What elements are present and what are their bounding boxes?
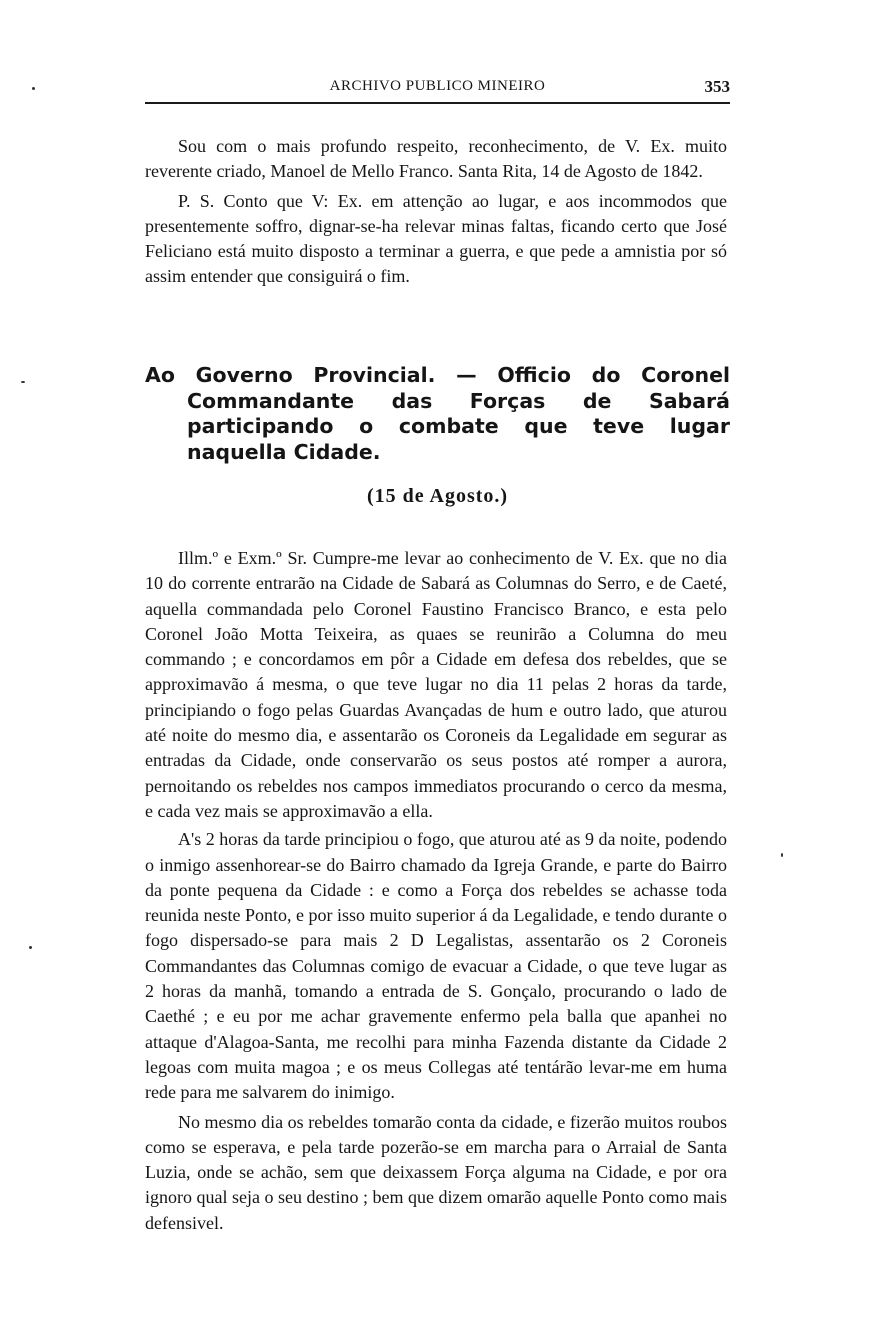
document-heading: Ao Governo Provincial. — Officio do Coronel Commandante das Forças de Sabará participando o combate que teve lugar naquella Cidade.	[145, 363, 730, 464]
body-paragraph: Illm.º e Exm.º Sr. Cumpre-me levar ao conhecimento de V. Ex. que no dia 10 do corrente entrarão na Cidade de Sabará as Columnas do Serro, e de Caeté, aquella commandada pelo Coronel Faustino Francisco Branco, e esta pelo Coronel João Motta Teixeira, as quaes se reunirão a Columna do meu commando ; e concordamos em pôr a Cidade em defesa dos rebeldes, que se approximavão á mesma, o que teve lugar no dia 11 pelas 2 horas da tarde, principiando o fogo pelas Guardas Avançadas de hum e outro lado, que aturou até noite do mesmo dia, e assentarão os Coroneis da Legalidade em segurar as entradas da Cidade, onde conservarão os seus postos até romper a aurora, pernoitando os rebeldes nos campos immediatos procurando o cerco da mesma, e cada vez mais se approximavão a ella.	[145, 548, 727, 821]
scan-speck	[32, 87, 35, 90]
page-number: 353	[704, 77, 730, 96]
header-rule	[145, 102, 730, 104]
running-title: ARCHIVO PUBLICO MINEIRO	[329, 78, 546, 94]
body-paragraph: No mesmo dia os rebeldes tomarão conta da cidade, e fizerão muitos roubos como se esperava, e pela tarde pozerão-se em marcha para o Arraial de Santa Luzia, onde se achão, sem que deixassem Força alguma na Cidade, e por ora ignoro qual seja o seu destino ; bem que dizem omarão aquelle Ponto como mais defensivel.	[145, 1111, 727, 1233]
scan-speck	[21, 381, 25, 383]
scan-speck	[29, 946, 32, 949]
letter-closing	[145, 134, 727, 290]
body-paragraph: A's 2 horas da tarde principiou o fogo, que aturou até as 9 da noite, podendo o inmigo assenhorear-se do Bairro chamado da Igreja Grande, e parte do Bairro da ponte pequena da Cidade : e como a Força dos rebeldes se achasse toda reunida neste Ponto, e por isso muito superior á da Legalidade, e tendo durante o fogo dispersado-se para mais 2 D Legalistas, assentarão os 2 Coroneis Commandantes das Columnas comigo de evacuar a Cidade, o que teve lugar as 2 horas da manhã, tomando a entrada de S. Gonçalo, procurando o lado de Caethé ; e eu por me achar gravemente enfermo pela balla que apanhei no attaque d'Alagoa-Santa, me recolhi para minha Fazenda distante da Cidade 2 legoas com muita magoa ; e os meus Collegas até tentárão levar-me em huma rede para me salvarem do inimigo.	[145, 829, 727, 1103]
postscript-paragraph: P. S. Conto que V: Ex. em attenção ao lugar, e aos incommodos que presentemente soffro, dignar-se-ha relevar minas faltas, ficando certo que José Feliciano está muito disposto a terminar a guerra, e que pede a amnistia por só assim entender que consiguirá o fim.	[145, 190, 727, 287]
closing-paragraph: Sou com o mais profundo respeito, reconhecimento, de V. Ex. muito reverente criado, Manoel de Mello Franco. Santa Rita, 14 de Agosto de 1842.	[145, 136, 727, 182]
running-header	[145, 78, 730, 100]
document-date: (15 de Agosto.)	[366, 485, 509, 507]
scan-speck	[781, 853, 783, 857]
document-body	[145, 546, 727, 1236]
